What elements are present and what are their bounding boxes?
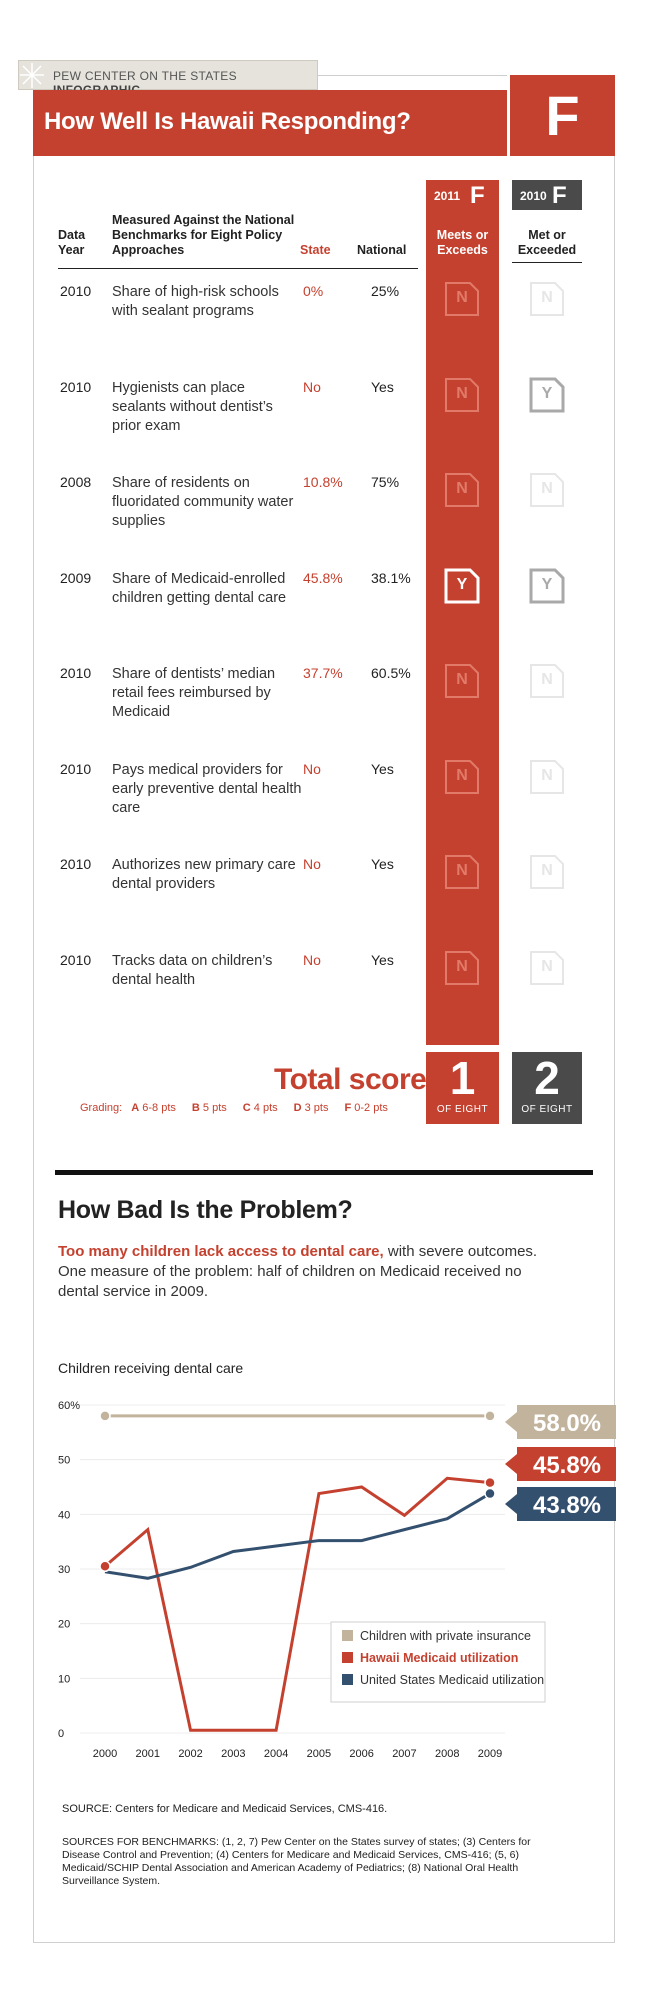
result-2011-letter: N [456,862,468,879]
row-national: Yes [371,952,394,968]
row-measure: Hygienists can place sealants without dentist’s prior exam [112,380,273,434]
row-national: 75% [371,474,400,490]
score-2010 [512,1052,582,1124]
row-national: 25% [371,283,400,299]
result-2011-letter: N [456,671,468,688]
grading-item: C 4 pts [242,1102,278,1114]
header-rule [58,268,418,269]
badge-2010 [512,180,582,210]
y-tick-label: 20 [58,1618,71,1631]
legend-label: Children with private insurance [360,1629,531,1643]
line-chart [0,1350,650,1770]
score-2011-value: 1 [449,1052,476,1104]
header-2011-meets: Meets or Exceeds [436,228,489,257]
badge-2010-year: 2010 [520,189,547,203]
row-national: 60.5% [371,665,411,681]
result-2010-icon [529,568,565,604]
row-national: Yes [371,856,394,872]
result-2010-letter: N [541,671,553,688]
header-2010-met: Met or Exceeded [517,228,577,257]
result-2011-icon [444,472,480,508]
data-point [100,1411,110,1421]
problem-body: with severe outcomes. One measure of the problem: half of children on Medicaid received no dental service in 2009. [58,1243,538,1300]
legend-label: United States Medicaid utilization [360,1673,545,1687]
result-2011-letter: N [456,958,468,975]
grading-legend [80,1102,388,1114]
header-data-year: Data Year [58,228,86,257]
result-2010-letter: N [541,480,553,497]
value-tag-pointer [505,1454,517,1474]
page-title: How Well Is Hawaii Responding? [44,108,411,135]
row-year: 2010 [60,379,92,395]
x-tick-label: 2008 [434,1748,460,1760]
score-2011 [426,1052,499,1124]
result-2010-icon [529,377,565,413]
result-2011-icon [444,281,480,317]
grading-item: F 0-2 pts [344,1102,388,1114]
total-score-label: Total score [274,1063,427,1096]
result-2011-letter: Y [456,576,468,593]
publisher-label: PEW CENTER ON THE STATES [53,69,237,83]
value-tag-label: 45.8% [532,1452,602,1479]
result-2010-icon [529,854,565,890]
x-tick-label: 2007 [392,1748,417,1760]
x-tick-label: 2000 [92,1748,118,1760]
y-tick-label: 10 [58,1673,71,1686]
result-2010-icon [529,281,565,317]
row-state: 37.7% [303,665,343,681]
grading-item: D 3 pts [293,1102,329,1114]
legend-swatch [342,1630,353,1641]
legend-label: Hawaii Medicaid utilization [360,1651,519,1665]
publisher-tab [18,60,318,90]
result-2011-icon [444,568,480,604]
score-2010-value: 2 [534,1052,560,1104]
data-point [485,1411,495,1421]
y-tick-label: 30 [58,1564,71,1576]
x-tick-label: 2005 [306,1748,332,1760]
result-2010-letter: N [541,289,553,306]
result-2011-icon [444,377,480,413]
row-national: Yes [371,379,394,395]
value-tag-pointer [505,1412,517,1432]
row-state: No [303,856,321,872]
badge-2011-year: 2011 [434,189,461,203]
x-tick-label: 2006 [349,1748,374,1760]
row-year: 2010 [60,952,92,968]
grading-label: Grading: [80,1102,123,1114]
result-2010-icon [529,472,565,508]
row-measure: Share of residents on fluoridated community water supplies [112,475,294,529]
x-tick-label: 2002 [178,1748,203,1760]
row-state: No [303,761,321,777]
value-tag-label: 43.8% [532,1492,602,1519]
result-2011-letter: N [456,385,468,402]
chart-title: Children receiving dental care [58,1360,244,1376]
result-2010-icon [529,759,565,795]
x-tick-label: 2004 [263,1748,289,1760]
y-tick-label: 50 [58,1454,71,1467]
result-2011-letter: N [456,767,468,784]
result-2011-icon [444,854,480,890]
row-state: No [303,952,321,968]
y-tick-label: 0 [58,1728,65,1740]
data-point [485,1478,495,1488]
badge-2011 [426,180,499,210]
value-tag-label: 58.0% [532,1410,602,1437]
row-measure: Share of high-risk schools with sealant programs [112,284,279,319]
row-measure: Share of Medicaid-enrolled children getting dental care [112,571,287,606]
result-2011-icon [444,663,480,699]
row-national: 38.1% [371,570,411,586]
legend-swatch [342,1674,353,1685]
result-2011-letter: N [456,480,468,497]
row-measure: Tracks data on children’s dental health [112,953,273,988]
starburst-icon [19,61,45,89]
result-2010-icon [529,950,565,986]
result-2010-letter: N [541,767,553,784]
row-measure: Pays medical providers for early preventive dental health care [112,762,302,816]
x-tick-label: 2009 [477,1748,503,1760]
badge-2010-grade: F [552,182,567,209]
problem-title: How Bad Is the Problem? [58,1196,353,1224]
row-state: 0% [303,283,324,299]
problem-text [58,1242,558,1302]
result-2010-letter: Y [541,576,553,593]
score-2011-of: OF EIGHT [436,1104,489,1115]
grading-item: A 6-8 pts [131,1102,176,1114]
grading-item: B 5 pts [191,1102,227,1114]
legend-swatch [342,1652,353,1663]
row-year: 2010 [60,856,92,872]
row-state: 45.8% [303,570,343,586]
row-year: 2010 [60,283,92,299]
header-rule-2010 [512,262,582,263]
x-tick-label: 2001 [135,1748,161,1760]
result-2010-letter: Y [541,385,553,402]
y-tick-label: 40 [58,1509,71,1522]
x-tick-label: 2003 [221,1748,246,1760]
badge-2011-grade: F [470,182,485,209]
result-2011-icon [444,759,480,795]
y-tick-label: 60% [58,1400,81,1412]
benchmark-sources: SOURCES FOR BENCHMARKS: (1, 2, 7) Pew Center on the States survey of states; (3) Centers for Disease Control and Prevention; (4) Centers for Medicare and Medicaid Services, CMS-416; (5, 6) Medicaid/SCHIP Dental Association and American Academy of Pediatrics; (8) National Oral Health Surveillance System. [62,1836,531,1887]
problem-lead: Too many children lack access to dental care, [58,1243,384,1260]
row-measure: Share of dentists’ median retail fees reimbursed by Medicaid [112,666,276,720]
row-state: No [303,379,321,395]
row-year: 2009 [60,570,92,586]
row-year: 2008 [60,474,92,490]
result-2010-letter: N [541,958,553,975]
result-2010-letter: N [541,862,553,879]
row-national: Yes [371,761,394,777]
row-year: 2010 [60,761,92,777]
row-measure: Authorizes new primary care dental providers [112,857,296,892]
header-state: State [300,243,331,257]
overall-grade: F [510,75,615,156]
series-line-2 [105,1494,490,1579]
section-divider [55,1170,593,1175]
header-measure: Measured Against the National Benchmarks for Eight Policy Approaches [112,213,295,257]
value-tag-pointer [505,1494,517,1514]
result-2010-icon [529,663,565,699]
score-2010-of: OF EIGHT [521,1104,573,1115]
data-point [485,1489,495,1499]
result-2011-letter: N [456,289,468,306]
row-year: 2010 [60,665,92,681]
source-note: SOURCE: Centers for Medicare and Medicaid Services, CMS-416. [62,1803,388,1815]
result-2011-icon [444,950,480,986]
row-state: 10.8% [303,474,343,490]
header-national: National [357,243,407,257]
data-point [100,1561,110,1571]
